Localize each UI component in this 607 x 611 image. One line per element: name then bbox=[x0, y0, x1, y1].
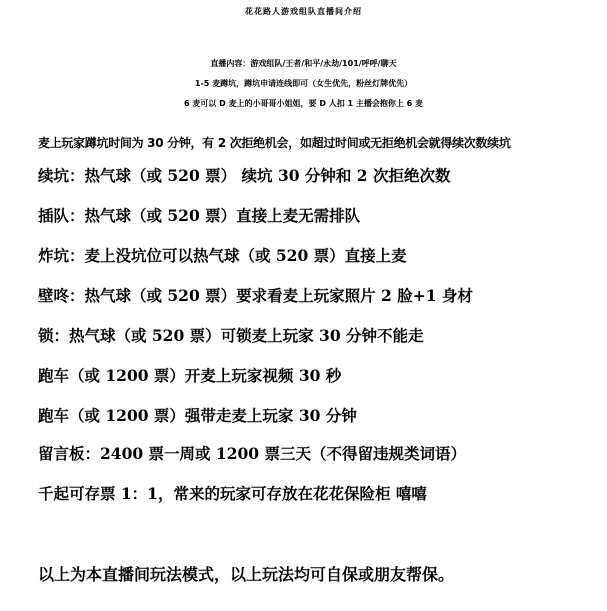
mic-time-notice: 麦上玩家蹲坑时间为 30 分钟，有 2 次拒绝机会，如超过时间或无拒绝机会就得续次数续坑 bbox=[38, 136, 511, 150]
intro-d-mic-line: 6 麦可以 D 麦上的小哥哥小姐姐，要 D 人扣 1 主播会抱你上 6 麦 bbox=[183, 99, 424, 108]
rule-item-blow-slot: 炸坑：麦上没坑位可以热气球（或 520 票）直接上麦 bbox=[38, 246, 407, 265]
intro-content-line: 直播内容：游戏组队/王者/和平/永劫/101/呼呼/聊天 bbox=[210, 59, 397, 68]
rule-item-message-board: 留言板：2400 票一周或 1200 票三天（不得留违规类词语） bbox=[38, 444, 466, 463]
rule-item-save-votes: 千起可存票 1：1，常来的玩家可存放在花花保险柜 嘻嘻 bbox=[38, 484, 427, 503]
rule-item-cut-in: 插队：热气球（或 520 票）直接上麦无需排队 bbox=[38, 206, 361, 225]
intro-slots-line: 1-5 麦蹲坑，蹲坑申请连线即可（女生优先，粉丝灯牌优先） bbox=[194, 79, 413, 88]
page-title: 花花路人游戏组队直播间介绍 bbox=[245, 6, 362, 16]
rule-item-lock: 锁：热气球（或 520 票）可锁麦上玩家 30 分钟不能走 bbox=[38, 326, 424, 345]
rule-item-car-take: 跑车（或 1200 票）强带走麦上玩家 30 分钟 bbox=[38, 406, 357, 425]
rule-item-wall-dong: 壁咚：热气球（或 520 票）要求看麦上玩家照片 2 脸+1 身材 bbox=[38, 286, 473, 305]
footer-note: 以上为本直播间玩法模式，以上玩法均可自保或朋友帮保。 bbox=[38, 565, 455, 584]
rule-item-car-video: 跑车（或 1200 票）开麦上玩家视频 30 秒 bbox=[38, 366, 342, 385]
rule-item-renew: 续坑：热气球（或 520 票） 续坑 30 分钟和 2 次拒绝次数 bbox=[38, 166, 451, 185]
